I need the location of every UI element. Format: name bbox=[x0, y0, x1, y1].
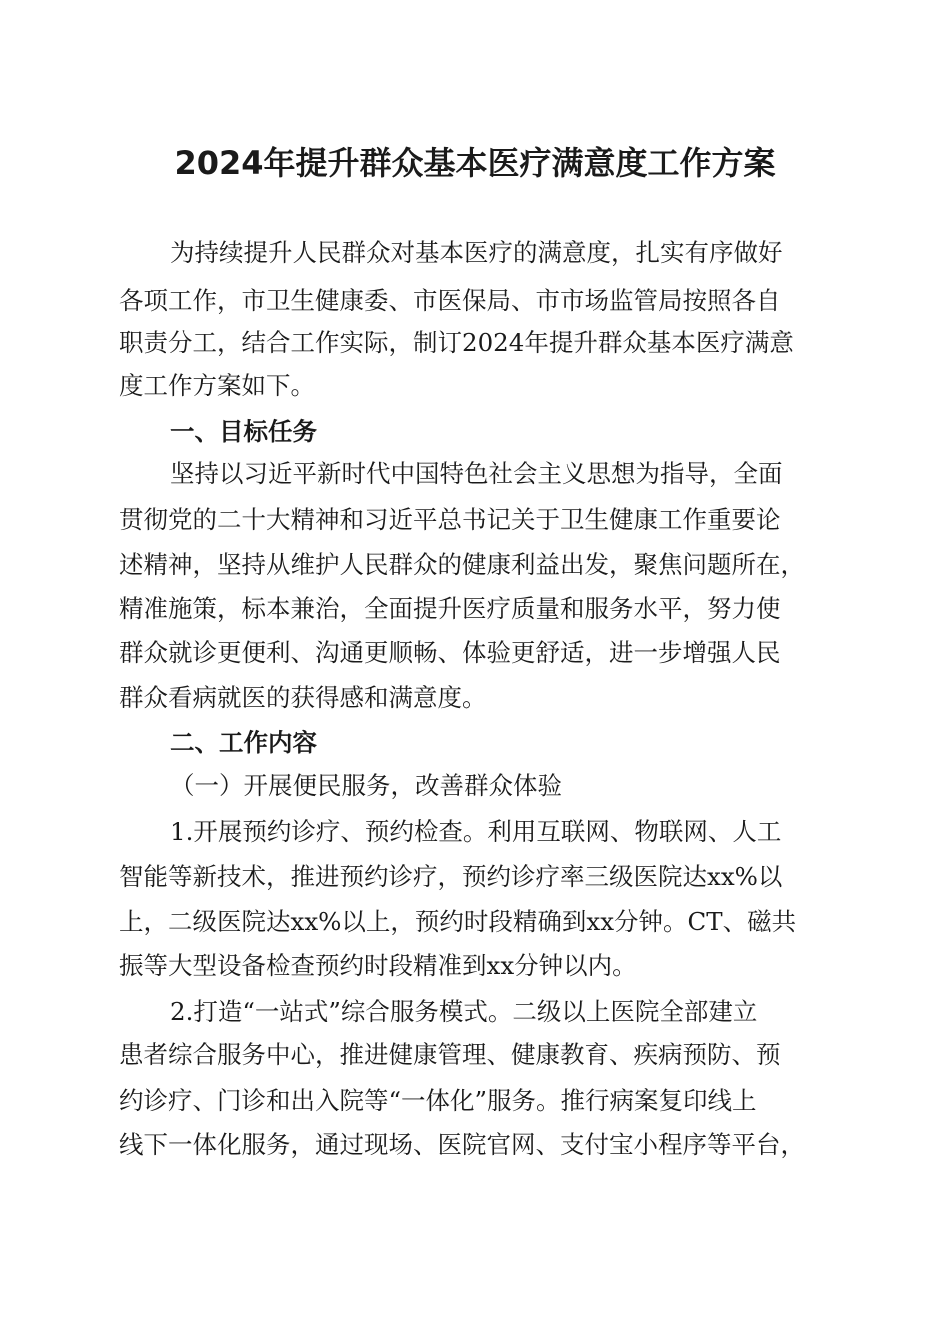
section-1-line-5: 群众就诊更便利、沟通更顺畅、体验更舒适，进一步增强人民 bbox=[119, 638, 781, 667]
item-1-line-4: 振等大型设备检查预约时段精准到xx分钟以内。 bbox=[119, 951, 637, 980]
item-1-line-2: 智能等新技术，推进预约诊疗，预约诊疗率三级医院达xx%以 bbox=[119, 862, 783, 891]
intro-line-2: 各项工作，市卫生健康委、市医保局、市市场监管局按照各自 bbox=[119, 286, 781, 315]
intro-line-3: 职责分工，结合工作实际，制订2024年提升群众基本医疗满意 bbox=[119, 328, 794, 357]
subsection-1-heading: （一）开展便民服务，改善群众体验 bbox=[170, 771, 562, 800]
item-1-line-3: 上，二级医院达xx%以上，预约时段精确到xx分钟。CT、磁共 bbox=[119, 907, 797, 936]
section-1-heading: 一、目标任务 bbox=[170, 417, 317, 446]
intro-line-1: 为持续提升人民群众对基本医疗的满意度，扎实有序做好 bbox=[170, 238, 783, 267]
item-2-line-1: 2.打造“一站式”综合服务模式。二级以上医院全部建立 bbox=[170, 997, 758, 1026]
section-1-line-3: 述精神，坚持从维护人民群众的健康利益出发，聚焦问题所在， bbox=[119, 550, 805, 579]
section-1-line-6: 群众看病就医的获得感和满意度。 bbox=[119, 683, 487, 712]
section-2-heading: 二、工作内容 bbox=[170, 728, 317, 757]
item-2-line-3: 约诊疗、门诊和出入院等“一体化”服务。推行病案复印线上 bbox=[119, 1086, 757, 1115]
section-1-line-1: 坚持以习近平新时代中国特色社会主义思想为指导，全面 bbox=[170, 459, 783, 488]
item-1-line-1: 1.开展预约诊疗、预约检查。利用互联网、物联网、人工 bbox=[170, 817, 782, 846]
item-2-line-4: 线下一体化服务，通过现场、医院官网、支付宝小程序等平台， bbox=[119, 1130, 805, 1159]
intro-line-4: 度工作方案如下。 bbox=[119, 371, 315, 400]
section-1-line-2: 贯彻党的二十大精神和习近平总书记关于卫生健康工作重要论 bbox=[119, 505, 781, 534]
document-title: 2024年提升群众基本医疗满意度工作方案 bbox=[174, 144, 776, 182]
section-1-line-4: 精准施策，标本兼治，全面提升医疗质量和服务水平，努力使 bbox=[119, 594, 781, 623]
item-2-line-2: 患者综合服务中心，推进健康管理、健康教育、疾病预防、预 bbox=[119, 1040, 781, 1069]
